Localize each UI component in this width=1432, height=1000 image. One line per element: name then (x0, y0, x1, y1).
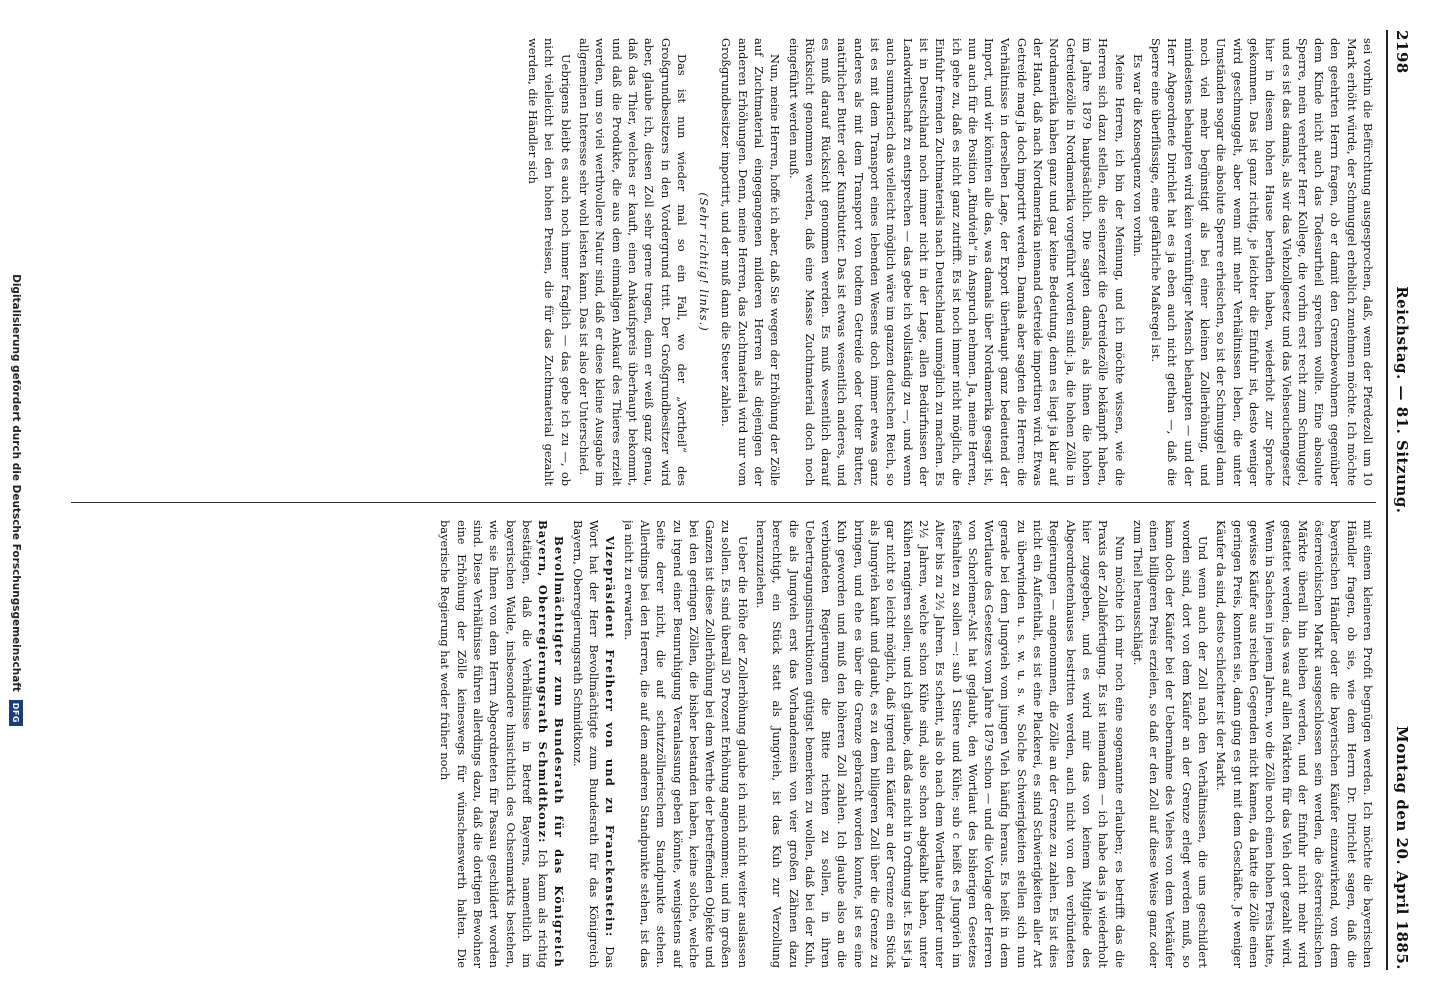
page-number: 2198 (1393, 30, 1411, 74)
speech-text: Das Wort hat der Herr Bevollmächtigte zum Bundesrath für das Königreich Bayern, Oberregierungsrath Schmidtkonz. (570, 520, 618, 968)
paragraph: Und wenn auch der Zoll nach den Verhältnissen, die uns geschildert worden sind, dort von dem Käufer an der Grenze erlegt werden muß, so kann doch der Käufer bei der Uebernahme des Viehes von dem Verkäufer einen billigeren Preis erzielen, so daß er den Zoll auf diese Weise ganz oder zum Theil herausschlägt. (1130, 520, 1211, 968)
dfg-logo: DFG (9, 700, 23, 726)
right-column (76, 520, 1376, 968)
president-speech (569, 520, 618, 968)
speech-text: Ich kann als richtig bestätigen, daß die Verhältnisse in Betreff Bayerns, namentlich im bayerischen Walde, insbesondere hinsichtlich des Ochsenmarkts bestehen, wie sie Ihnen von dem Herrn Abgeordneten für Passau geschildert worden sind. Diese Verhältnisse führen allerdings dazu, daß die dortigen Bewohner eine Erhöhung der Zölle keineswegs für wünschenswerth halten. Die bayerische Regierung hat weder früher noch (438, 520, 551, 968)
delegate-speech (437, 520, 567, 968)
paragraph: Ueber die Höhe der Zollerhöhung glaube ich mich nicht weiter auslassen zu sollen. Es sind überall 50 Prozent Erhöhung angenommen; und im großen Ganzen ist diese Zollerhöhung bei dem Werthe der betreffenden Objekte und bei den geringen Zöllen, die bisher bestanden haben, keine solche, welche zu irgend einer Beunruhigung Veranlassung geben könnte, wenigstens auf Seite derer nicht, die auf schutzzöllnerischem Standpunkte stehen. Allerdings bei den Herren, die auf dem anderen Standpunkte stehen, ist das ja nicht zu erwarten. (621, 520, 750, 968)
speaker-name: Bevollmächtigter zum Bundesrath für das Königreich Bayern, Oberregierungsrath Schmidtkonz: (536, 520, 567, 968)
digitization-credit (5, 0, 27, 1000)
paragraph: mit einem kleineren Profit begnügen werden. Ich möchte die bayerischen Händler fragen, ob sie, wie dem Herrn Dr. Dirichlet sagen, daß die bayerischen Händler oder die bayerischen Käufer einzuwirkend, von dem österreichischen Markt ausgeschlossen sein werden, die österreichischen Märkte überall hin bleiben werden, und der Einfuhr nicht mehr wird gestattet werden; das was auf allen Märkten für das Vieh dort gezahlt wird. Wenn in Sachsen in jenem Jahren, wo die Zölle noch einen hohen Preis hatte, gewisse Käufer aus reichen Gegenden nicht kamen, da hatte die Zölle einen geringen Preis, konnten sie, dann ging es gut mit dem Geschäfte. Je weniger Käufer da sind, desto schlechter ist der Markt. (1214, 520, 1375, 968)
paragraph: Es war die Konsequenz von vorhin. (1130, 54, 1145, 257)
paragraph: Uebrigens bleibt es auch noch immer fraglich — das gebe ich zu —, ob nicht vielleicht bei den hohen Preisen, die für das Zuchtmaterial gezahlt werden, die Händler sich (526, 38, 573, 486)
paragraph: Nun, meine Herren, hoffe ich aber, daß Sie wegen der Erhöhung der Zölle auf Zuchtmaterial eingegangenen milderen Herren als diejenigen der anderen Erhöhungen. Denn, meine Herren, das Zuchtmaterial wird nur vom Großgrundbesitzer importirt, und der muß dann die Steuer zahlen. (719, 38, 783, 486)
credit-text: Digitalisierung gefördert durch die Deutsche Forschungsgemeinschaft (10, 274, 22, 692)
page-date: Montag den 20. April 1885. (1393, 726, 1411, 970)
page-header (1386, 30, 1416, 970)
page-title: Reichstag. — 81. Sitzung. (1393, 286, 1411, 514)
interjection: (Sehr richtig! links.) (697, 192, 712, 332)
paragraph: Meine Herren, ich bin der Meinung, und ich möchte wissen, wie die Herren sich dazu stellen, die seinerzeit die Getreidezölle bekämpft haben, im Jahre 1879 hauptsächlich. Die sagten damals, als ihnen die hohen Getreidezölle in Nordamerika vorgeführt worden sind: ja, die hohen Zölle in Nordamerika haben ganz und gar keine Bedeutung, denn es liegt ja klar auf der Hand, daß nach Nordamerika niemand Getreide importiren wird. Etwas Getreide mag ja doch importirt werden. Damals aber sagten die Herren: die Verhältnisse in derselben Lage, der Export überhaupt ganz bedeutend der Import, und wir könnten alle das, was damals über Nordamerika gesagt ist, nun auch für die Position „Rindvieh“ in Anspruch nehmen. Ja, meine Herren, ich gehe zu, daß es nicht ganz zutrifft. Es ist noch immer nicht möglich, die Einfuhr fremden Zuchtmaterials nach Deutschland unmöglich zu machen. Es ist in Deutschland noch immer nicht in der Lage, allen Bedürfnissen der Landwirthschaft zu entsprechen — das gebe ich vollständig zu —, und wenn auch summarisch das vielleicht möglich wäre im ganzen deutschen Reich, so ist es mit dem Transport eines lebenden Wesens doch immer etwas ganz anderes als mit dem Transport von todtem Getreide oder todter Butter, natürlicher Butter oder Kunstbutter. Das ist etwas wesentlich anderes, und es muß darauf Rücksicht genommen werden. Es muß wesentlich darauf Rücksicht genommen werden, daß eine Masse Zuchtmaterial doch noch eingeführt werden muß. (786, 38, 1127, 486)
paragraph: Nun möchte ich mir noch eine sogenannte erlauben; es betrifft das die Praxis der Zollabfertigung. Es ist niemandem — ich habe das ja wiederholt hier zugegeben, und es wird mir das von keinem Mitgliede des Abgeordnetenhauses bestritten werden, auch nicht von den verbündeten Regierungen — angenommen, die Zölle an der Grenze zu zahlen. Es ist dies nicht ein Aufenthalt, es ist eine Plackerei, es sind Schwierigkeiten aller Art zu überwinden u. s. w. u. s. w. Solche Schwierigkeiten stellen sich nun gerade bei dem Jungvieh vom jungen Vieh häufig heraus. Es heißt in dem Wortlaute des Gesetzes vom Jahre 1879 schon — und die Vorlage der Herren von Schorlemer-Alst hat geglaubt, den Wortlaut des bisherigen Gesetzes festhalten zu sollen —: sub 1 Stiere und Kühe; sub c heißt es Jungvieh im Alter bis zu 2½ Jahren. Es scheint, als ob nach dem Wortlaute Rinder unter 2½ Jahren, welche schon Kühe sind, also schon abgekalbt haben, unter Kühen rangiren sollen; und ich glaube, daß das nicht in Ordnung ist. Es ist ja gar nicht so leicht möglich, daß irgend ein Käufer an der Grenze ein Stück als Jungvieh kauft und glaubt, es zu dem billigeren Zoll über die Grenze zu bringen, und ehe es über die Grenze gebracht worden konnte, ist es eine Kuh geworden und muß den höheren Zoll zahlen. Ich glaube also an die verbündeten Regierungen die Bitte richten zu sollen, in ihren Uebertragungsinstruktionen gütigst bemerken zu wollen, daß bei der Kuh, die als Jungvieh erst das Vorhandensein von vier großen Zähnen dazu berechtigt, ein Stück statt als Jungvieh, ist das Kuh zur Verzollung heranzuziehen. (754, 520, 1127, 968)
paragraph: Das ist nun wieder mal so ein Fall, wo der „Vortheil“ des Großgrundbesitzers in den Vordergrund tritt. Der Großgrundbesitzer wird aber, glaube ich, diesen Zoll sehr gerne tragen, denn er weiß ganz genau, daß das Thier, welches er kauft, einen Ankaufspreis überhaupt bekommt, und daß die Produkte, die aus dem einmaligen Ankauf des Thieres erzielt werden, um so viel werthvollere Natur sind, daß er diese kleine Ausgabe im allgemeinen Interesse sehr wohl leisten kann. Das ist also der Unterschied. (577, 38, 689, 486)
column-divider (71, 502, 1376, 503)
paragraph: sei vorhin die Befürchtung ausgesprochen, daß, wenn der Pferdezoll um 10 Mark erhöht würde, der Schmuggel erheblich zunehmen möchte. Ich möchte den geehrten Herrn fragen, ob er damit den Grenzbewohnern gegenüber dem Kinde nicht auch das Todesurtheil sprechen wollte. Eine absolute Sperre, mein verehrter Herr Kollege, die vorhin erst recht zum Schmuggel, und es ist das damals, als wir das Viehzollgesetz und das Viehseuchengesetz hier in diesem hohen Hause berathen haben, wiederholt zur Sprache gekommen. Das ist ganz richtig, je leichter die Einfuhr ist, desto weniger wird geschmuggelt, aber wenn mit mehr Verhältnissen leben, die unter Umständen sogar die absolute Sperre erheischen, so ist der Schmuggel dann noch viel mehr begünstigt als bei einer kleinen Zollerhöhung, und mindestens behaupten wird kein vernünftiger Mensch behaupten — und der Herr Abgeordnete Dirichlet hat es ja eben auch nicht gethan —, daß die Sperre eine überflüssige, eine gefährliche Maßregel ist. (1149, 38, 1375, 486)
left-column (76, 38, 1376, 486)
speaker-name: Vizepräsident Freiherr von und zu Franckenstein: (603, 536, 618, 938)
